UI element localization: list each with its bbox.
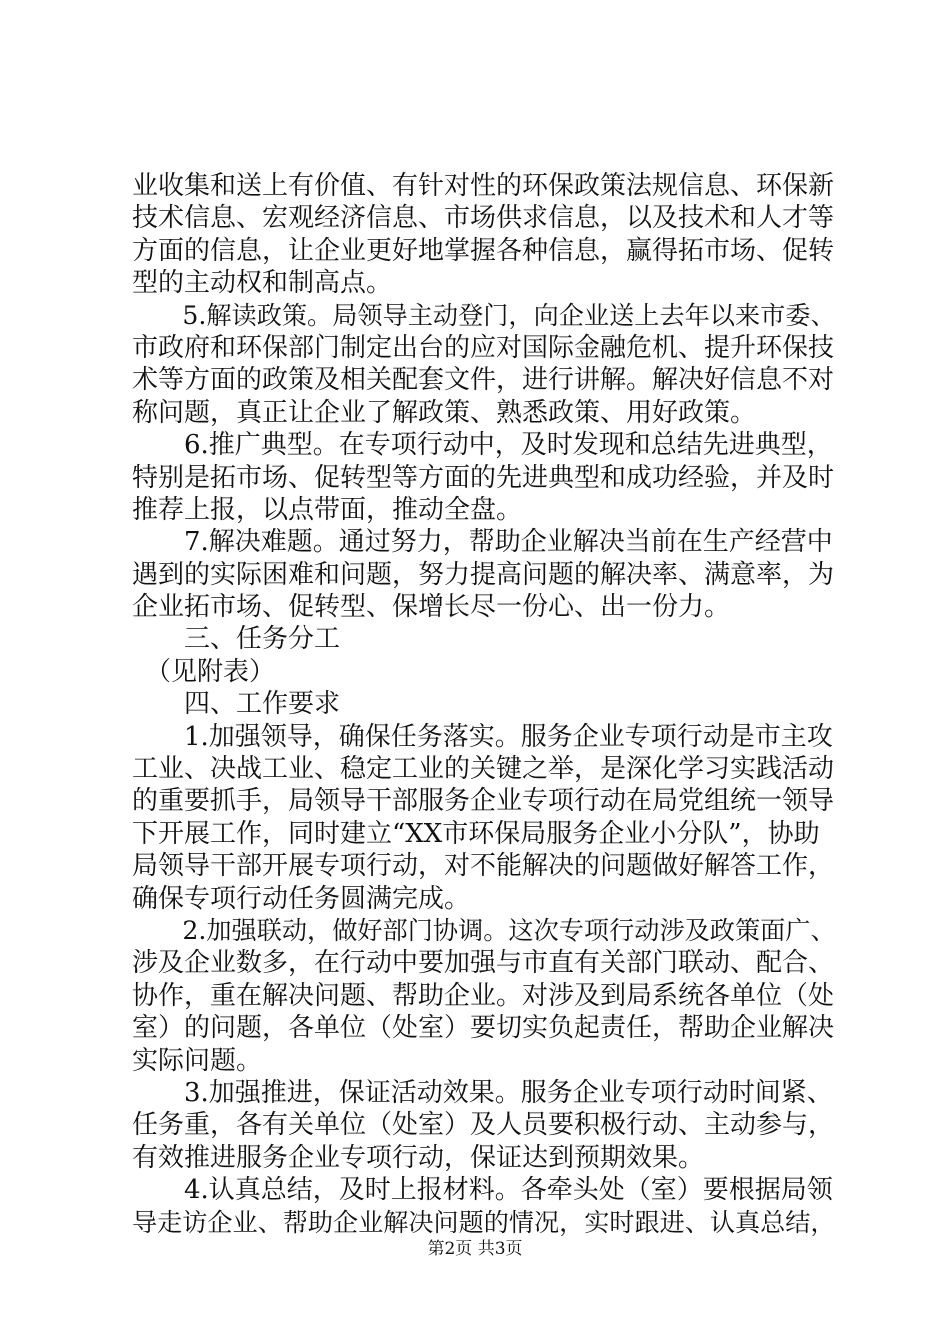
text-line: 的重要抓手，局领导干部服务企业专项行动在局党组统一领导	[132, 786, 835, 817]
text-line: 有效推进服务企业专项行动，保证达到预期效果。	[132, 1142, 705, 1173]
section-heading: 四、工作要求	[132, 689, 341, 720]
text-line: 1.加强领导，确保任务落实。服务企业专项行动是市主攻	[132, 721, 833, 752]
document-body	[132, 170, 836, 1239]
text-line: 5.解读政策。局领导主动登门，向企业送上去年以来市委、	[132, 300, 836, 330]
text-line: 涉及企业数多，在行动中要加强与市直有关部门联动、配合、	[132, 948, 835, 979]
text-line: 3.加强推进，保证活动效果。服务企业专项行动时间紧、	[132, 1077, 833, 1108]
text-line: 导走访企业、帮助企业解决问题的情况，实时跟进、认真总结，	[132, 1207, 836, 1237]
text-line: 任务重，各有关单位（处室）及人员要积极行动、主动参与，	[132, 1110, 835, 1141]
text-line: 工业、决战工业、稳定工业的关键之举，是深化学习实践活动	[132, 754, 835, 785]
text-line: 遇到的实际困难和问题，努力提高问题的解决率、满意率，为	[132, 559, 835, 590]
text-line: 7.解决难题。通过努力，帮助企业解决当前在生产经营中	[132, 527, 833, 558]
text-line: 特别是拓市场、促转型等方面的先进典型和成功经验，并及时	[132, 462, 835, 493]
text-line: 称问题，真正让企业了解政策、熟悉政策、用好政策。	[132, 397, 757, 428]
section-heading: 三、任务分工	[132, 624, 341, 655]
text-line: 确保专项行动任务圆满完成。	[132, 883, 471, 914]
text-line: 2.加强联动，做好部门协调。这次专项行动涉及政策面广、	[132, 915, 836, 945]
text-line: 推荐上报，以点带面，推动全盘。	[132, 494, 523, 525]
page-footer: 第2页 共3页	[427, 1239, 523, 1259]
text-line: 下开展工作，同时建立“XX市环保局服务企业小分队”，协助	[132, 818, 820, 849]
text-line: 业收集和送上有价值、有针对性的环保政策法规信息、环保新	[132, 171, 835, 201]
text-line: 4.认真总结，及时上报材料。各牵头处（室）要根据局领	[132, 1175, 833, 1206]
text-line: 方面的信息，让企业更好地掌握各种信息，赢得拓市场、促转	[132, 235, 835, 266]
text-line: （见附表）	[132, 656, 276, 687]
text-line: 技术信息、宏观经济信息、市场供求信息，以及技术和人才等	[132, 203, 835, 234]
text-line: 市政府和环保部门制定出台的应对国际金融危机、提升环保技	[132, 332, 835, 363]
text-line: 协作，重在解决问题、帮助企业。对涉及到局系统各单位（处	[132, 980, 835, 1011]
text-line: 6.推广典型。在专项行动中，及时发现和总结先进典型，	[132, 430, 833, 461]
text-line: 室）的问题，各单位（处室）要切实负起责任，帮助企业解决	[132, 1013, 835, 1044]
text-line: 术等方面的政策及相关配套文件，进行讲解。解决好信息不对	[132, 365, 835, 396]
text-line: 局领导干部开展专项行动，对不能解决的问题做好解答工作，	[132, 851, 835, 882]
text-line: 型的主动权和制高点。	[132, 268, 393, 299]
text-line: 实际问题。	[132, 1045, 263, 1076]
text-line: 企业拓市场、促转型、保增长尽一份心、出一份力。	[132, 592, 731, 623]
